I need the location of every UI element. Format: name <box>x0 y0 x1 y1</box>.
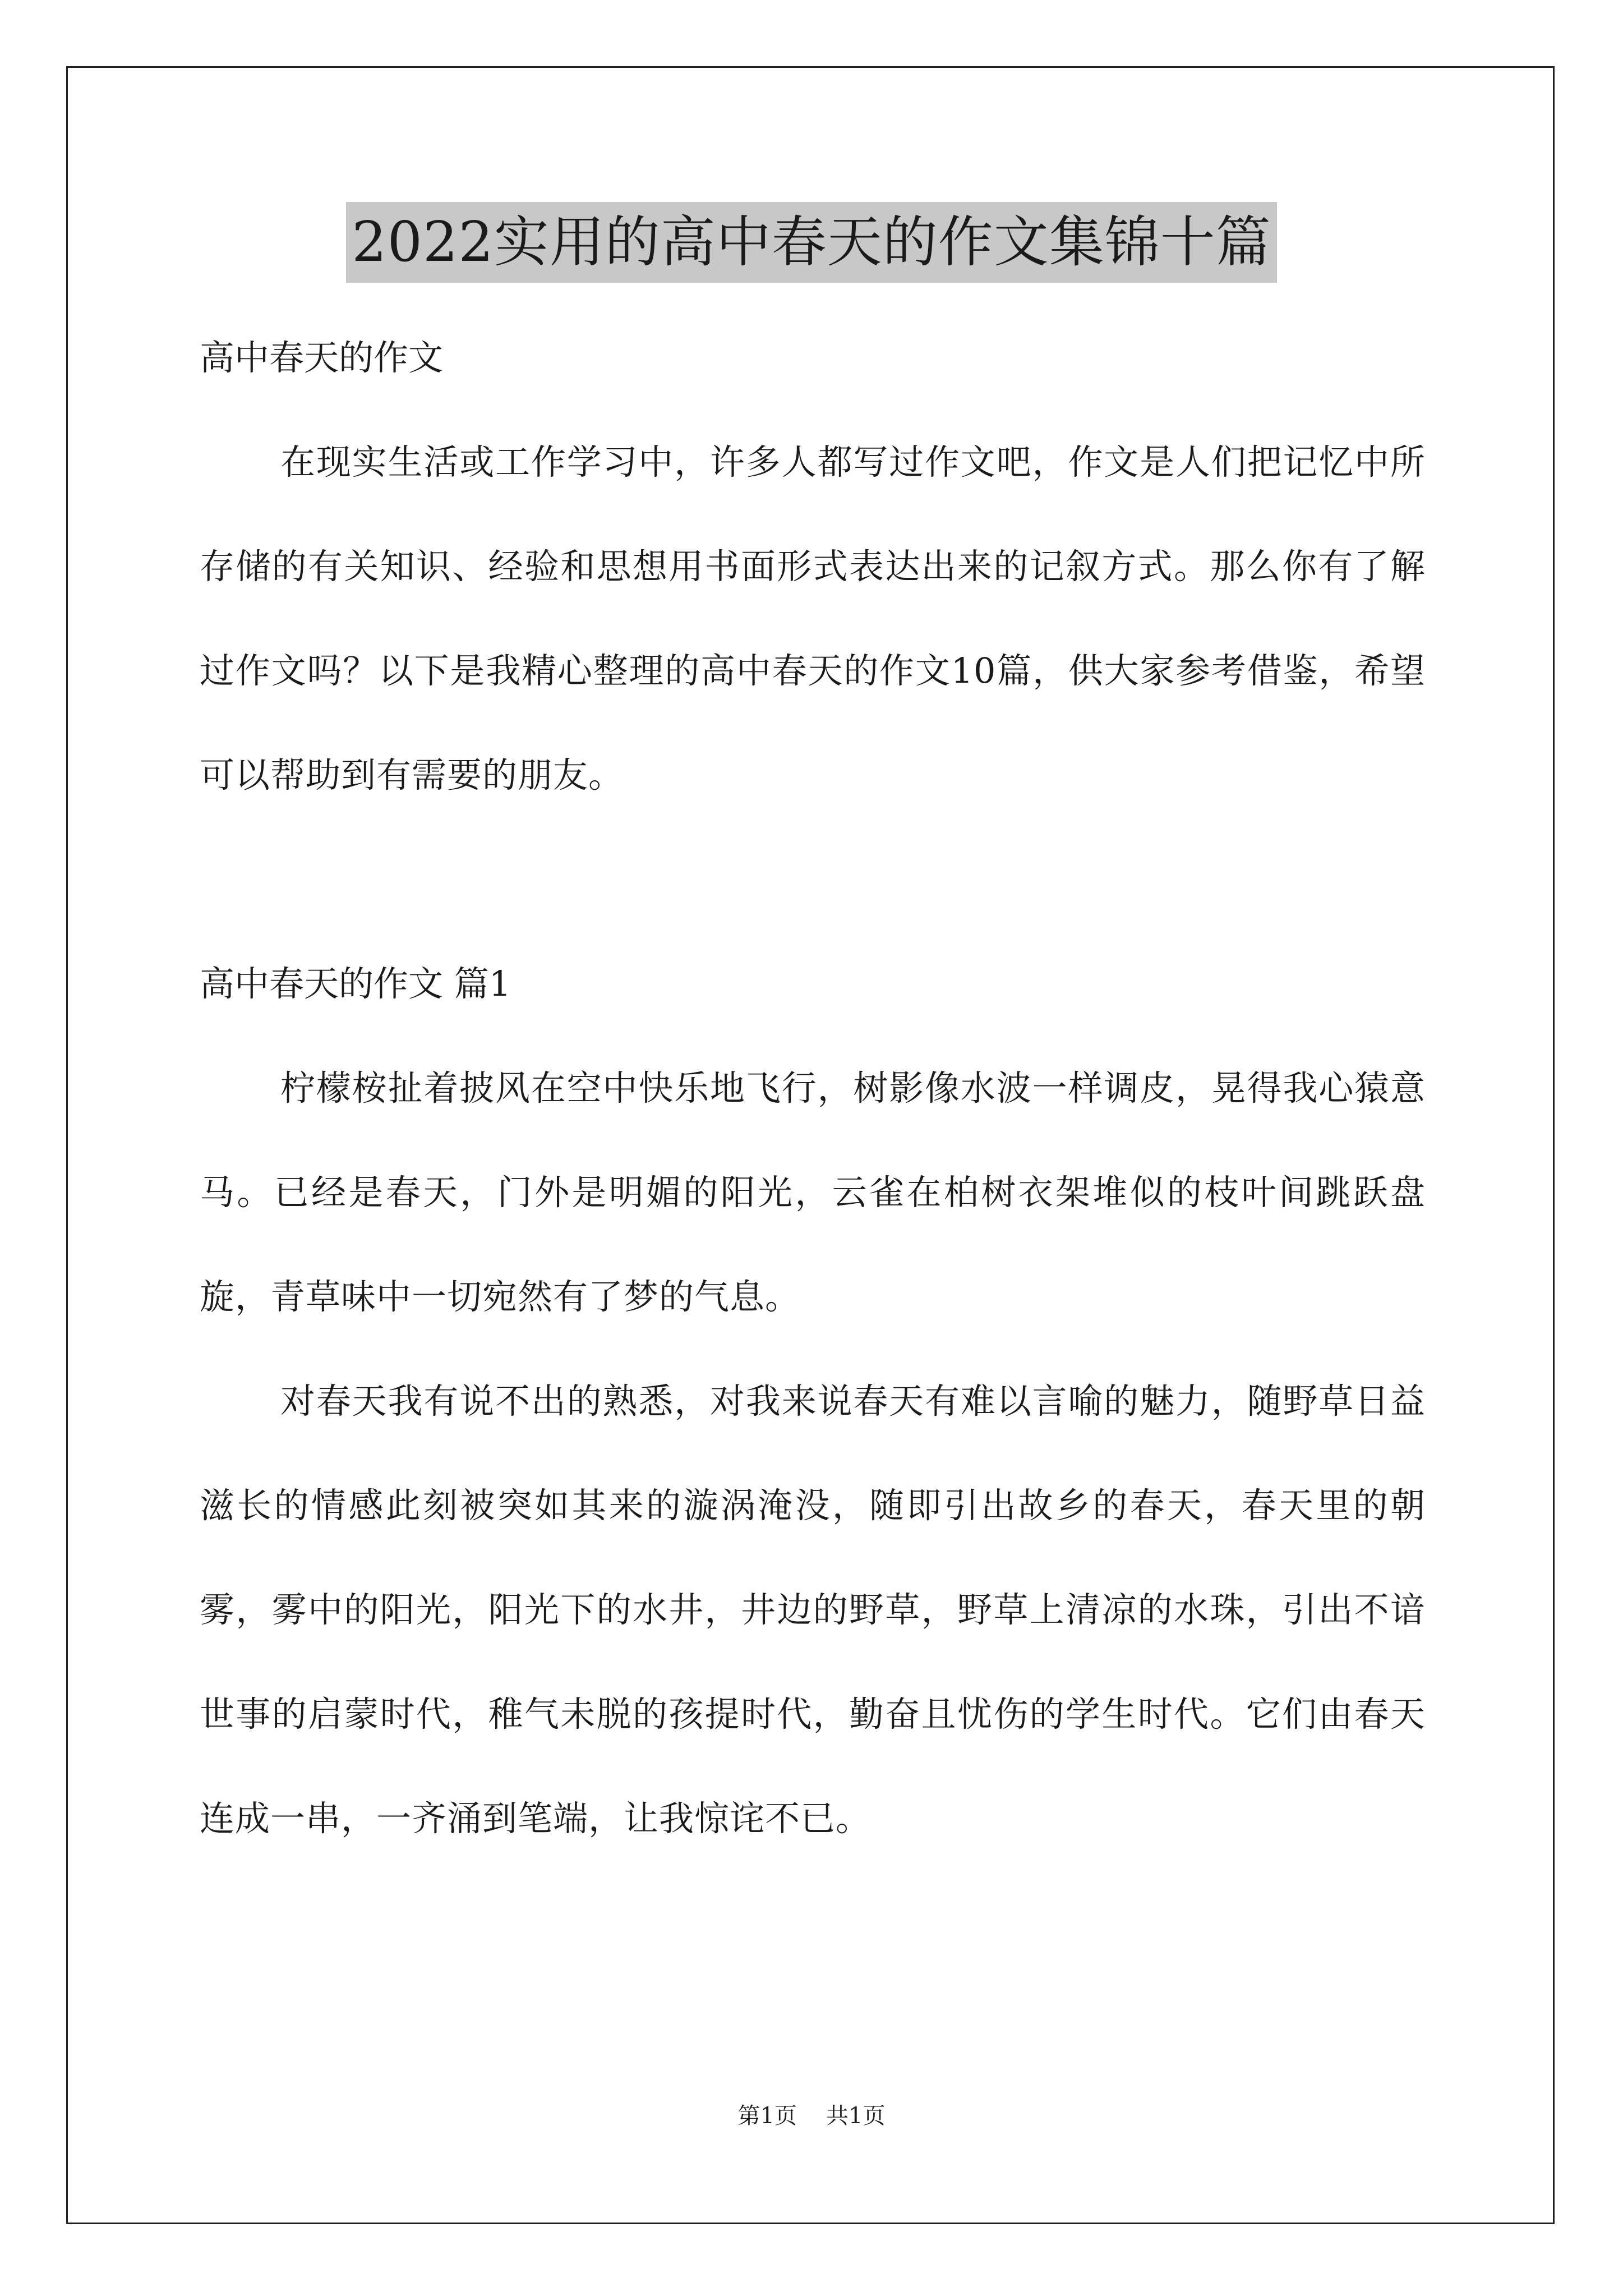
intro-heading: 高中春天的作文 <box>200 337 444 378</box>
title-container <box>0 202 1623 283</box>
section-spacer <box>200 827 1426 932</box>
intro-paragraph: 在现实生活或工作学习中，许多人都写过作文吧，作文是人们把记忆中所存储的有关知识、经验和思想用书面形式表达出来的记叙方式。那么你有了解过作文吗？以下是我精心整理的高中春天的作文10篇，供大家参考借鉴，希望可以帮助到有需要的朋友。 <box>200 441 1426 795</box>
page-number-total: 共1页 <box>826 2103 886 2129</box>
document-body <box>200 306 1426 1871</box>
body-paragraph: 柠檬桉扯着披风在空中快乐地飞行，树影像水波一样调皮，晃得我心猿意马。已经是春天，门外是明媚的阳光，云雀在柏树衣架堆似的枝叶间跳跃盘旋，青草味中一切宛然有了梦的气息。 <box>200 1068 1426 1317</box>
page-footer <box>0 2098 1623 2130</box>
body-paragraph: 对春天我有说不出的熟悉，对我来说春天有难以言喻的魅力，随野草日益滋长的情感此刻被突如其来的漩涡淹没，随即引出故乡的春天，春天里的朝雾，雾中的阳光，阳光下的水井，井边的野草，野草上清凉的水珠，引出不谙世事的启蒙时代，稚气未脱的孩提时代，勤奋且忧伤的学生时代。它们由春天连成一串，一齐涌到笔端，让我惊诧不已。 <box>200 1381 1426 1839</box>
page-number-current: 第1页 <box>737 2103 797 2129</box>
section-heading: 高中春天的作文 篇1 <box>200 963 511 1004</box>
document-title: 2022实用的高中春天的作文集锦十篇 <box>346 202 1276 283</box>
